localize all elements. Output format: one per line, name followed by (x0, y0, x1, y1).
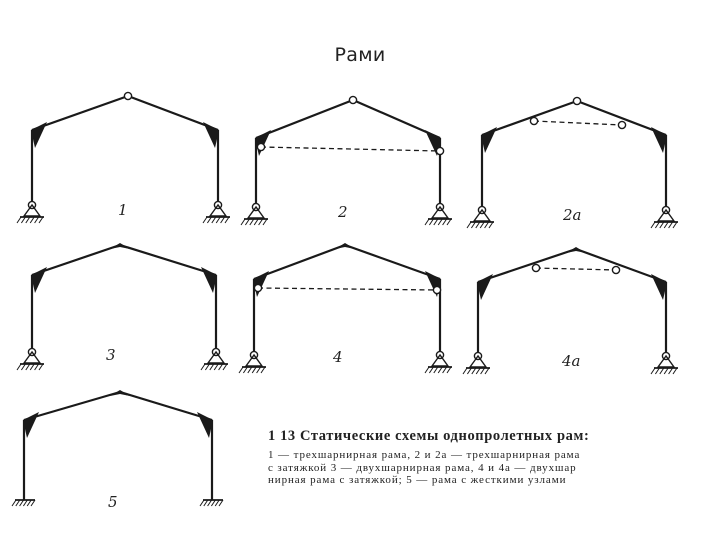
eave-haunch (197, 412, 213, 438)
ground-hatch (200, 500, 204, 506)
left-rafter (32, 96, 128, 130)
ridge-hinge (573, 97, 580, 104)
eave-haunch (23, 412, 39, 438)
frame-number: 4a (562, 352, 581, 370)
ground-hatch (425, 219, 429, 225)
ground-hatch (467, 222, 471, 228)
frame-number: 3 (106, 346, 116, 364)
right-rafter (120, 245, 216, 275)
frame-2a (467, 97, 678, 228)
tie-hinge (436, 147, 443, 154)
caption-heading: 1 13 Статические схемы однопролетных рам: (268, 428, 590, 444)
ground-hatch (651, 368, 655, 374)
caption-line: с затяжкой 3 — двухшарнирная рама, 4 и 4a — двухшар (268, 461, 577, 474)
tie-hinge (618, 121, 625, 128)
left-rafter (482, 101, 577, 135)
left-rafter (478, 249, 576, 282)
ground-hatch (12, 500, 16, 506)
ground-hatch (241, 219, 245, 225)
ridge-haunch (110, 243, 130, 249)
tie-rod (536, 268, 616, 270)
eave-haunch (31, 267, 47, 293)
frame-4a (463, 247, 678, 374)
frame-4 (239, 243, 452, 373)
ground-hatch (651, 222, 655, 228)
left-rafter (24, 392, 120, 420)
ground-hatch (239, 367, 243, 373)
ground-hatch (17, 217, 21, 223)
slide-title: Рами (334, 44, 386, 66)
frame-number: 2 (338, 203, 348, 221)
frame-number: 4 (333, 348, 343, 366)
frame-2 (241, 96, 452, 225)
figure-caption (268, 428, 688, 487)
frame-1 (17, 92, 230, 223)
frame-number: 2a (563, 206, 582, 224)
eave-haunch (31, 122, 47, 148)
tie-hinge (254, 284, 261, 291)
frame-5 (12, 390, 223, 511)
tie-hinge (433, 286, 440, 293)
ridge-hinge (124, 92, 131, 99)
tie-rod (261, 147, 440, 151)
right-rafter (345, 245, 440, 279)
eave-haunch (651, 127, 667, 153)
right-rafter (120, 392, 212, 420)
eave-haunch (481, 127, 497, 153)
tie-rod (534, 121, 622, 125)
ground-hatch (425, 367, 429, 373)
ground-hatch (463, 368, 467, 374)
caption-line: 1 — трехшарнирная рама, 2 и 2a — трехшарнирная рама (268, 449, 581, 461)
tie-hinge (530, 117, 537, 124)
left-rafter (256, 100, 353, 138)
ridge-haunch (566, 247, 586, 253)
eave-haunch (255, 130, 271, 156)
ridge-haunch (335, 243, 355, 249)
eave-haunch (203, 122, 219, 148)
ground-hatch (201, 364, 205, 370)
tie-hinge (612, 266, 619, 273)
tie-rod (258, 288, 437, 290)
caption-line: нирная рама с затяжкой; 5 — рама с жесткими узлами (268, 474, 567, 486)
frame-number: 5 (108, 493, 118, 511)
eave-haunch (201, 267, 217, 293)
frame-3 (17, 243, 228, 370)
ridge-hinge (349, 96, 356, 103)
frame-number: 1 (118, 201, 128, 219)
ground-hatch (17, 364, 21, 370)
tie-hinge (532, 264, 539, 271)
eave-haunch (651, 274, 667, 300)
eave-haunch (253, 271, 269, 297)
tie-hinge (257, 143, 264, 150)
eave-haunch (477, 274, 493, 300)
ground-hatch (203, 217, 207, 223)
